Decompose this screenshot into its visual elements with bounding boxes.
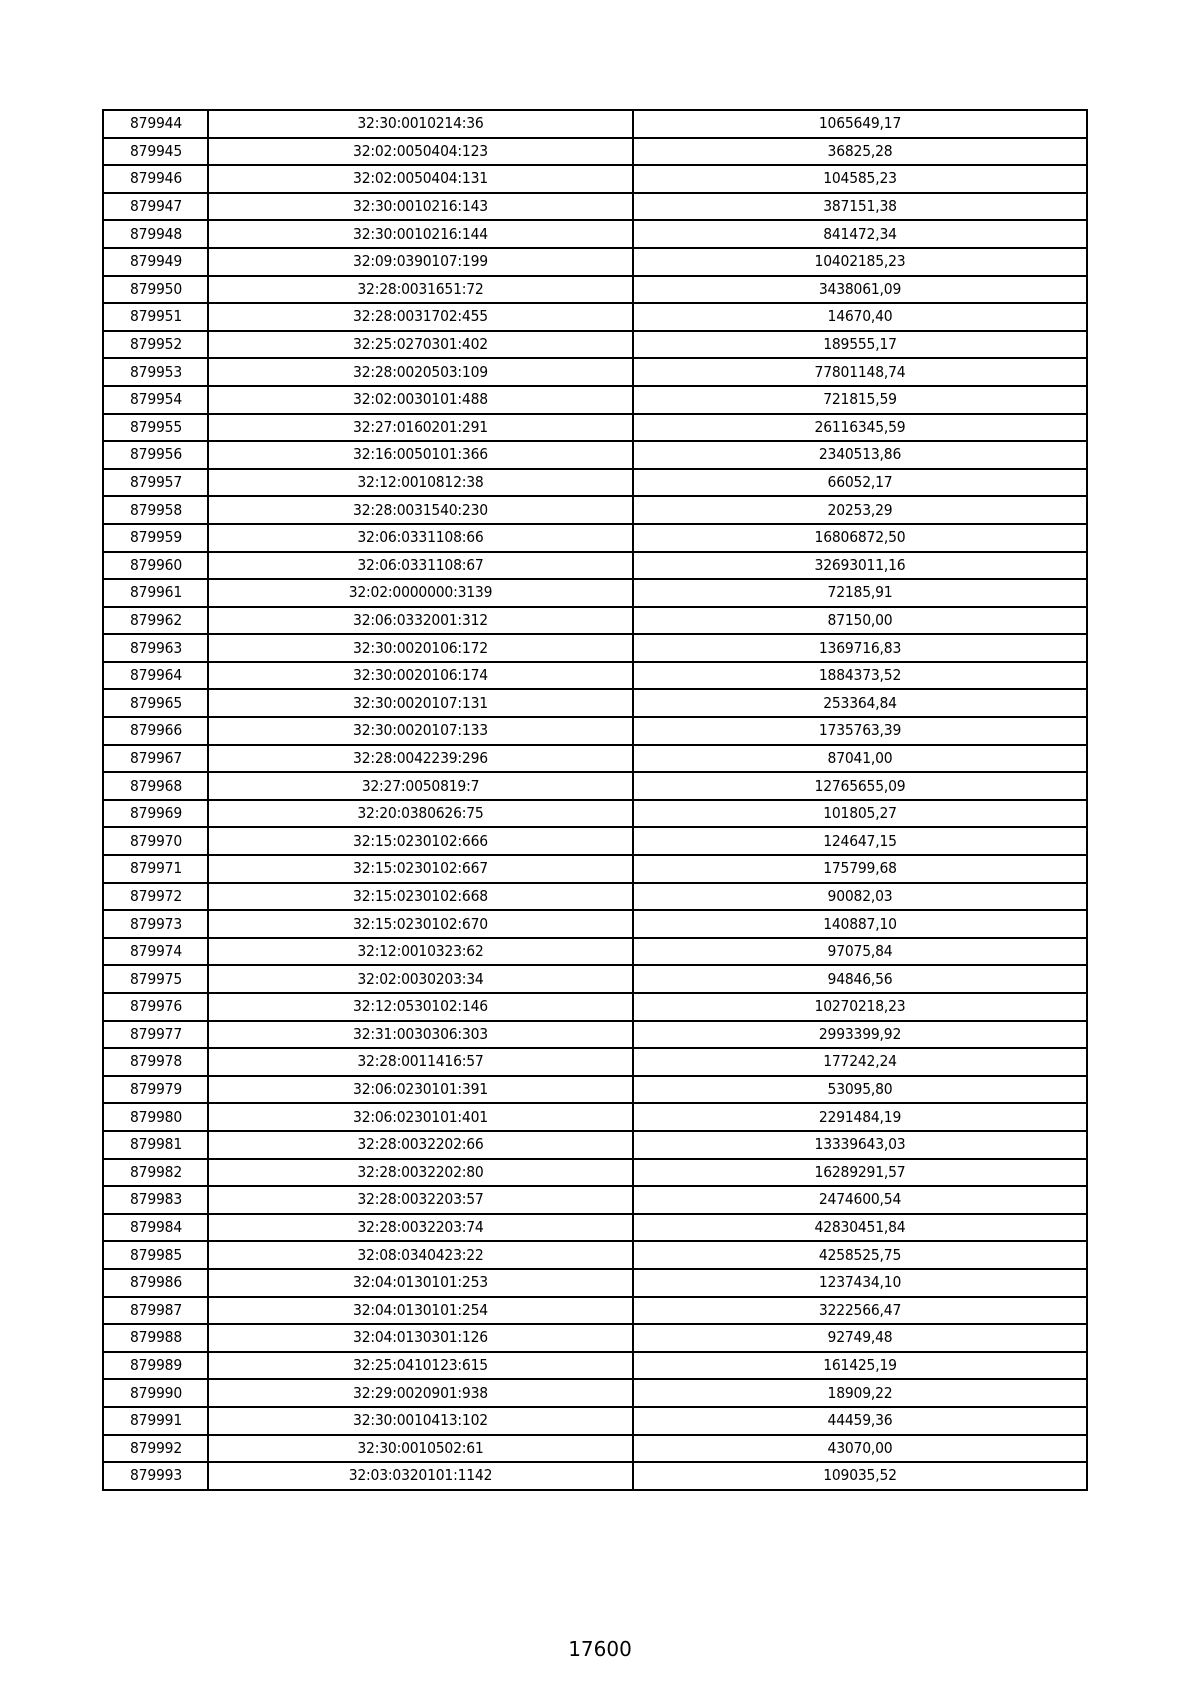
cadastral-number-cell: 32:02:0050404:131 [208,165,633,193]
row-number-cell: 879957 [103,469,208,497]
row-number-cell: 879945 [103,138,208,166]
document-table-container [102,109,1086,1491]
cadastral-value-cell: 1237434,10 [633,1269,1087,1297]
cadastral-value-cell: 2474600,54 [633,1186,1087,1214]
table-row [103,662,1087,690]
cadastral-number-cell: 32:28:0032202:66 [208,1131,633,1159]
cadastral-number-cell: 32:30:0020106:172 [208,634,633,662]
table-row [103,1048,1087,1076]
cadastral-number-cell: 32:30:0010502:61 [208,1435,633,1463]
table-row [103,1297,1087,1325]
row-number-cell: 879976 [103,993,208,1021]
table-row [103,1269,1087,1297]
row-number-cell: 879962 [103,607,208,635]
table-row [103,1324,1087,1352]
cadastral-number-cell: 32:28:0031702:455 [208,303,633,331]
table-row [103,1159,1087,1187]
cadastral-value-cell: 14670,40 [633,303,1087,331]
cadastral-value-cell: 94846,56 [633,965,1087,993]
cadastral-number-cell: 32:06:0230101:391 [208,1076,633,1104]
cadastral-value-cell: 97075,84 [633,938,1087,966]
cadastral-number-cell: 32:15:0230102:666 [208,827,633,855]
cadastral-value-cell: 109035,52 [633,1462,1087,1490]
table-row [103,745,1087,773]
row-number-cell: 879989 [103,1352,208,1380]
row-number-cell: 879946 [103,165,208,193]
table-row [103,579,1087,607]
cadastral-number-cell: 32:04:0130101:253 [208,1269,633,1297]
row-number-cell: 879982 [103,1159,208,1187]
cadastral-value-table [102,109,1088,1491]
cadastral-number-cell: 32:28:0031651:72 [208,276,633,304]
row-number-cell: 879963 [103,634,208,662]
row-number-cell: 879984 [103,1214,208,1242]
cadastral-value-cell: 124647,15 [633,827,1087,855]
cadastral-value-cell: 841472,34 [633,220,1087,248]
cadastral-number-cell: 32:28:0011416:57 [208,1048,633,1076]
cadastral-number-cell: 32:28:0031540:230 [208,496,633,524]
row-number-cell: 879950 [103,276,208,304]
cadastral-value-cell: 721815,59 [633,386,1087,414]
cadastral-number-cell: 32:02:0030101:488 [208,386,633,414]
cadastral-value-cell: 92749,48 [633,1324,1087,1352]
cadastral-value-cell: 32693011,16 [633,552,1087,580]
cadastral-value-cell: 140887,10 [633,910,1087,938]
cadastral-value-cell: 87041,00 [633,745,1087,773]
cadastral-value-cell: 13339643,03 [633,1131,1087,1159]
cadastral-number-cell: 32:28:0032202:80 [208,1159,633,1187]
row-number-cell: 879993 [103,1462,208,1490]
row-number-cell: 879958 [103,496,208,524]
cadastral-value-cell: 66052,17 [633,469,1087,497]
table-row [103,193,1087,221]
row-number-cell: 879949 [103,248,208,276]
row-number-cell: 879948 [103,220,208,248]
page-number: 17600 [568,1637,632,1661]
cadastral-value-cell: 72185,91 [633,579,1087,607]
cadastral-value-cell: 1369716,83 [633,634,1087,662]
row-number-cell: 879955 [103,414,208,442]
row-number-cell: 879952 [103,331,208,359]
cadastral-number-cell: 32:08:0340423:22 [208,1241,633,1269]
cadastral-number-cell: 32:28:0032203:74 [208,1214,633,1242]
cadastral-number-cell: 32:27:0160201:291 [208,414,633,442]
table-row [103,1352,1087,1380]
cadastral-number-cell: 32:06:0332001:312 [208,607,633,635]
table-row [103,827,1087,855]
table-row [103,524,1087,552]
cadastral-value-cell: 44459,36 [633,1407,1087,1435]
cadastral-number-cell: 32:15:0230102:667 [208,855,633,883]
cadastral-value-cell: 77801148,74 [633,358,1087,386]
table-row [103,1241,1087,1269]
cadastral-value-cell: 189555,17 [633,331,1087,359]
cadastral-value-cell: 3438061,09 [633,276,1087,304]
cadastral-value-cell: 2291484,19 [633,1103,1087,1131]
table-row [103,800,1087,828]
table-row [103,1462,1087,1490]
row-number-cell: 879992 [103,1435,208,1463]
table-row [103,1186,1087,1214]
table-row [103,910,1087,938]
cadastral-number-cell: 32:30:0020107:131 [208,689,633,717]
row-number-cell: 879972 [103,883,208,911]
table-row [103,331,1087,359]
cadastral-value-cell: 36825,28 [633,138,1087,166]
cadastral-number-cell: 32:29:0020901:938 [208,1379,633,1407]
cadastral-value-cell: 161425,19 [633,1352,1087,1380]
row-number-cell: 879975 [103,965,208,993]
row-number-cell: 879987 [103,1297,208,1325]
cadastral-number-cell: 32:06:0331108:67 [208,552,633,580]
cadastral-number-cell: 32:28:0032203:57 [208,1186,633,1214]
row-number-cell: 879990 [103,1379,208,1407]
cadastral-number-cell: 32:04:0130301:126 [208,1324,633,1352]
cadastral-number-cell: 32:28:0042239:296 [208,745,633,773]
cadastral-value-cell: 26116345,59 [633,414,1087,442]
cadastral-value-cell: 2993399,92 [633,1021,1087,1049]
cadastral-value-cell: 1735763,39 [633,717,1087,745]
row-number-cell: 879960 [103,552,208,580]
cadastral-number-cell: 32:06:0230101:401 [208,1103,633,1131]
cadastral-number-cell: 32:30:0010216:144 [208,220,633,248]
row-number-cell: 879973 [103,910,208,938]
cadastral-number-cell: 32:27:0050819:7 [208,772,633,800]
table-row [103,883,1087,911]
cadastral-value-cell: 104585,23 [633,165,1087,193]
cadastral-value-cell: 16289291,57 [633,1159,1087,1187]
cadastral-number-cell: 32:28:0020503:109 [208,358,633,386]
row-number-cell: 879956 [103,441,208,469]
row-number-cell: 879991 [103,1407,208,1435]
cadastral-value-cell: 10270218,23 [633,993,1087,1021]
cadastral-value-cell: 20253,29 [633,496,1087,524]
table-row [103,1379,1087,1407]
cadastral-number-cell: 32:12:0530102:146 [208,993,633,1021]
table-row [103,414,1087,442]
table-row [103,772,1087,800]
row-number-cell: 879961 [103,579,208,607]
row-number-cell: 879985 [103,1241,208,1269]
cadastral-value-cell: 10402185,23 [633,248,1087,276]
cadastral-value-cell: 42830451,84 [633,1214,1087,1242]
table-row [103,1103,1087,1131]
row-number-cell: 879947 [103,193,208,221]
table-row [103,965,1087,993]
row-number-cell: 879979 [103,1076,208,1104]
cadastral-value-cell: 3222566,47 [633,1297,1087,1325]
table-row [103,1076,1087,1104]
row-number-cell: 879968 [103,772,208,800]
table-row [103,165,1087,193]
cadastral-value-cell: 387151,38 [633,193,1087,221]
table-row [103,276,1087,304]
cadastral-number-cell: 32:02:0050404:123 [208,138,633,166]
cadastral-value-cell: 253364,84 [633,689,1087,717]
row-number-cell: 879951 [103,303,208,331]
cadastral-number-cell: 32:30:0010413:102 [208,1407,633,1435]
cadastral-value-cell: 43070,00 [633,1435,1087,1463]
cadastral-number-cell: 32:30:0020106:174 [208,662,633,690]
table-row [103,552,1087,580]
row-number-cell: 879977 [103,1021,208,1049]
row-number-cell: 879983 [103,1186,208,1214]
table-row [103,1435,1087,1463]
cadastral-number-cell: 32:15:0230102:668 [208,883,633,911]
cadastral-number-cell: 32:03:0320101:1142 [208,1462,633,1490]
row-number-cell: 879953 [103,358,208,386]
cadastral-number-cell: 32:20:0380626:75 [208,800,633,828]
cadastral-number-cell: 32:31:0030306:303 [208,1021,633,1049]
row-number-cell: 879971 [103,855,208,883]
cadastral-value-cell: 87150,00 [633,607,1087,635]
table-row [103,496,1087,524]
row-number-cell: 879980 [103,1103,208,1131]
table-body [103,110,1087,1490]
cadastral-number-cell: 32:02:0000000:3139 [208,579,633,607]
cadastral-number-cell: 32:30:0010216:143 [208,193,633,221]
cadastral-value-cell: 175799,68 [633,855,1087,883]
cadastral-number-cell: 32:30:0020107:133 [208,717,633,745]
cadastral-number-cell: 32:16:0050101:366 [208,441,633,469]
row-number-cell: 879978 [103,1048,208,1076]
cadastral-number-cell: 32:12:0010323:62 [208,938,633,966]
table-row [103,1214,1087,1242]
table-row [103,607,1087,635]
row-number-cell: 879981 [103,1131,208,1159]
table-row [103,220,1087,248]
cadastral-value-cell: 1065649,17 [633,110,1087,138]
table-row [103,634,1087,662]
cadastral-value-cell: 90082,03 [633,883,1087,911]
table-row [103,717,1087,745]
cadastral-number-cell: 32:09:0390107:199 [208,248,633,276]
row-number-cell: 879969 [103,800,208,828]
table-row [103,1131,1087,1159]
row-number-cell: 879974 [103,938,208,966]
row-number-cell: 879959 [103,524,208,552]
row-number-cell: 879964 [103,662,208,690]
row-number-cell: 879965 [103,689,208,717]
cadastral-value-cell: 177242,24 [633,1048,1087,1076]
table-row [103,469,1087,497]
table-row [103,138,1087,166]
cadastral-number-cell: 32:06:0331108:66 [208,524,633,552]
table-row [103,938,1087,966]
cadastral-value-cell: 18909,22 [633,1379,1087,1407]
row-number-cell: 879986 [103,1269,208,1297]
cadastral-value-cell: 2340513,86 [633,441,1087,469]
cadastral-value-cell: 4258525,75 [633,1241,1087,1269]
cadastral-number-cell: 32:25:0270301:402 [208,331,633,359]
row-number-cell: 879954 [103,386,208,414]
cadastral-value-cell: 12765655,09 [633,772,1087,800]
table-row [103,855,1087,883]
cadastral-number-cell: 32:30:0010214:36 [208,110,633,138]
row-number-cell: 879944 [103,110,208,138]
table-row [103,1407,1087,1435]
cadastral-number-cell: 32:02:0030203:34 [208,965,633,993]
table-row [103,110,1087,138]
cadastral-number-cell: 32:04:0130101:254 [208,1297,633,1325]
cadastral-number-cell: 32:25:0410123:615 [208,1352,633,1380]
row-number-cell: 879988 [103,1324,208,1352]
table-row [103,386,1087,414]
table-row [103,441,1087,469]
table-row [103,1021,1087,1049]
row-number-cell: 879967 [103,745,208,773]
table-row [103,993,1087,1021]
cadastral-number-cell: 32:15:0230102:670 [208,910,633,938]
cadastral-value-cell: 53095,80 [633,1076,1087,1104]
table-row [103,303,1087,331]
cadastral-value-cell: 16806872,50 [633,524,1087,552]
table-row [103,358,1087,386]
table-row [103,248,1087,276]
row-number-cell: 879970 [103,827,208,855]
row-number-cell: 879966 [103,717,208,745]
cadastral-number-cell: 32:12:0010812:38 [208,469,633,497]
cadastral-value-cell: 1884373,52 [633,662,1087,690]
cadastral-value-cell: 101805,27 [633,800,1087,828]
table-row [103,689,1087,717]
